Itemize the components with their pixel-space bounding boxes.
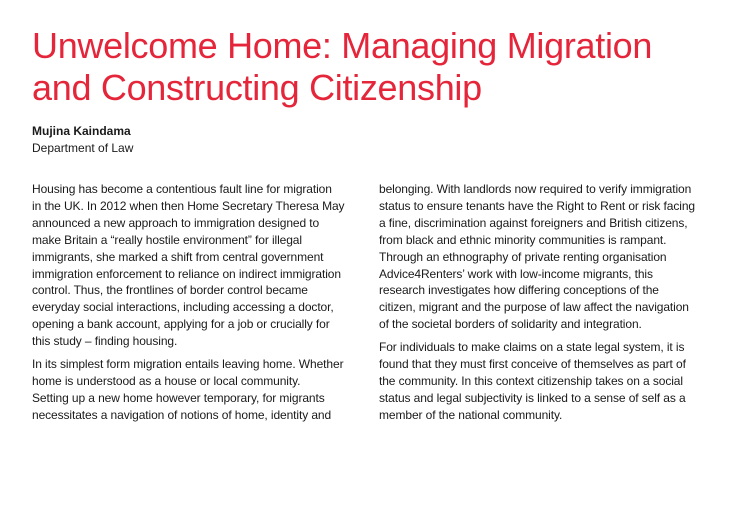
paragraph-2: [32, 356, 366, 424]
article-title-line-2: and Constructing Citizenship: [32, 67, 482, 108]
text-line: status to ensure tenants have the Right to Rent or risk facing: [379, 198, 695, 213]
text-line: Through an ethnography of private renting organisation: [379, 249, 667, 264]
text-line: opening a bank account, applying for a job or crucially for: [32, 317, 330, 332]
paragraph-3: [379, 181, 713, 333]
paragraph-1: [32, 181, 366, 350]
body-column-left: [32, 181, 366, 424]
text-line: For individuals to make claims on a state legal system, it is: [379, 340, 685, 355]
text-line: this study – finding housing.: [32, 334, 178, 349]
author-department: Department of Law: [32, 141, 134, 155]
article-title: [32, 25, 722, 109]
article-title-line-1: Unwelcome Home: Managing Migration: [32, 25, 653, 66]
text-line: citizen, migrant and the purpose of law affect the navigation: [379, 300, 689, 315]
text-line: Housing has become a contentious fault line for migration: [32, 182, 332, 196]
text-line: immigrants, she marked a shift from central government: [32, 249, 324, 264]
text-line: of the societal borders of solidarity and integration.: [379, 317, 642, 332]
text-line: home is understood as a house or local community.: [32, 373, 301, 388]
text-line: found that they must first conceive of themselves as part of: [379, 357, 686, 372]
text-line: Setting up a new home however temporary, for migrants: [32, 390, 325, 405]
text-line: Advice4Renters’ work with low-income migrants, this: [379, 266, 653, 281]
text-line: from black and ethnic minority communities is rampant.: [379, 232, 667, 247]
text-line: in the UK. In 2012 when then Home Secretary Theresa May: [32, 198, 345, 213]
text-line: immigration enforcement to reliance on indirect immigration: [32, 266, 341, 281]
author-name: Mujina Kaindama: [32, 124, 131, 138]
text-line: make Britain a “really hostile environment” for illegal: [32, 232, 302, 247]
text-line: everyday social interactions, including accessing a doctor,: [32, 300, 334, 315]
text-line: member of the national community.: [379, 407, 563, 422]
text-line: the community. In this context citizenship takes on a social: [379, 373, 683, 388]
body-column-right: [379, 181, 713, 424]
text-line: status and legal subjectivity is linked to a sense of self as a: [379, 390, 686, 405]
text-line: belonging. With landlords now required to verify immigration: [379, 182, 692, 196]
text-line: necessitates a navigation of notions of home, identity and: [32, 407, 332, 422]
text-line: announced a new approach to immigration designed to: [32, 215, 320, 230]
text-line: a fine, discrimination against foreigners and British citizens,: [379, 215, 688, 230]
paragraph-4: [379, 339, 713, 424]
text-line: control. Thus, the frontlines of border control became: [32, 283, 308, 298]
text-line: research investigates how differing conceptions of the: [379, 283, 659, 298]
text-line: In its simplest form migration entails leaving home. Whether: [32, 357, 344, 372]
